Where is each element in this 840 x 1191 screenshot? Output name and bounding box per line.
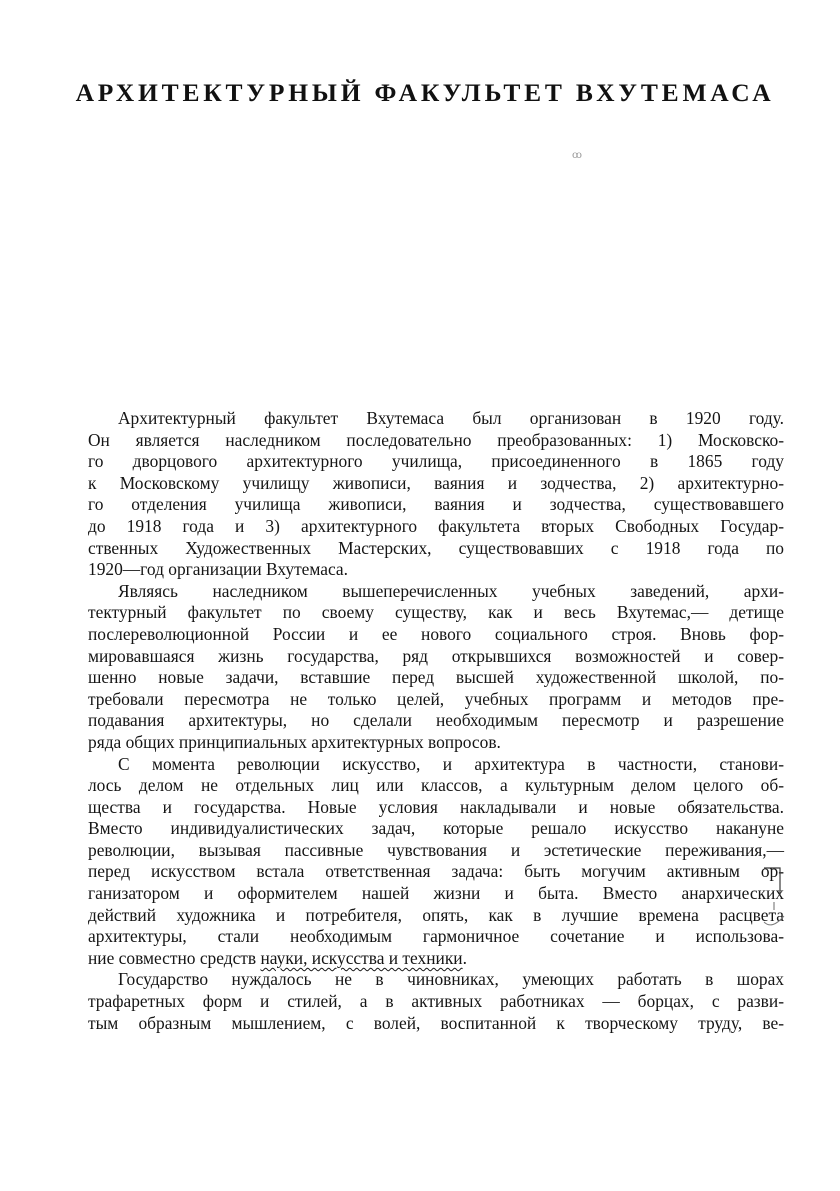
- text-line: Архитектурный факультет Вхутемаса был организован в 1920 году.: [118, 408, 784, 428]
- paragraph-1: [88, 408, 784, 581]
- paragraph-2: [88, 581, 784, 754]
- text-line: тым образным мышлением, с волей, воспитанной к творческому труду, ве-: [88, 1012, 784, 1033]
- text-line: до 1918 года и 3) архитектурного факультета вторых Свободных Государ-: [88, 515, 784, 536]
- scan-smudge: ꝏ: [572, 150, 582, 161]
- text-line: ганизатором и оформителем нашей жизни и быта. Вместо анархических: [88, 883, 784, 904]
- paragraph-4: [88, 969, 784, 1034]
- text-line: послереволюционной России и ее нового социального строя. Вновь фор-: [88, 623, 784, 644]
- text-line: подавания архитектуры, но сделали необходимым пересмотр и разрешение: [88, 710, 784, 731]
- text-line: мировавшаяся жизнь государства, ряд открывшихся возможностей и совер-: [88, 645, 784, 666]
- text-line: ряда общих принципиальных архитектурных вопросов.: [88, 731, 501, 752]
- text-line: архитектуры, стали необходимым гармоничное сочетание и использова-: [88, 926, 784, 947]
- text-line: щества и государства. Новые условия накладывали и новые обязательства.: [88, 796, 784, 817]
- text-line: [88, 948, 784, 970]
- text-line: С момента революции искусство, и архитектура в частности, станови-: [118, 753, 784, 774]
- text-line: Государство нуждалось не в чиновниках, умеющих работать в шорах: [118, 969, 784, 990]
- text-line: Являясь наследником вышеперечисленных учебных заведений, архи-: [118, 580, 784, 601]
- text-line: к Московскому училищу живописи, ваяния и зодчества, 2) архитектурно-: [88, 472, 784, 493]
- text-line: требовали пересмотра не только целей, учебных программ и методов пре-: [88, 688, 784, 709]
- text-line: ственных Художественных Мастерских, существовавших с 1918 года по: [88, 537, 784, 558]
- text-line: действий художника и потребителя, опять, как в лучшие времена расцвета: [88, 904, 784, 925]
- text-line: Он является наследником последовательно преобразованных: 1) Московско-: [88, 429, 784, 450]
- text-line: 1920—год организации Вхутемаса.: [88, 559, 348, 580]
- text-line: лось делом не отдельных лиц или классов, а культурным делом целого об-: [88, 775, 784, 796]
- underlined-phrase: науки, искусства и техники: [260, 947, 463, 968]
- text-line-start: ние совместно средств: [88, 947, 257, 968]
- text-line: революции, вызывая пассивные чувствования и эстетические переживания,—: [88, 839, 784, 860]
- text-line: Вместо индивидуалистических задач, которые решало искусство накануне: [88, 818, 784, 839]
- text-line: трафаретных форм и стилей, а в активных работниках — борцах, с разви-: [88, 991, 784, 1012]
- text-line-end: .: [462, 947, 467, 968]
- text-line: тектурный факультет по своему существу, как и весь Вхутемас,— детище: [88, 602, 784, 623]
- page-title: АРХИТЕКТУРНЫЙ ФАКУЛЬТЕТ ВХУТЕМАСА: [75, 78, 775, 107]
- margin-bracket-mark: [758, 866, 788, 946]
- text-line: го отделения училища живописи, ваяния и зодчества, существовавшего: [88, 494, 784, 515]
- body-text: [88, 408, 784, 1034]
- text-line: перед искусством встала ответственная задача: быть могучим активным ор-: [88, 861, 784, 882]
- paragraph-3: [88, 754, 784, 970]
- text-line: го дворцового архитектурного училища, присоединенного в 1865 году: [88, 451, 784, 472]
- text-line: шенно новые задачи, вставшие перед высшей художественной школой, по-: [88, 667, 784, 688]
